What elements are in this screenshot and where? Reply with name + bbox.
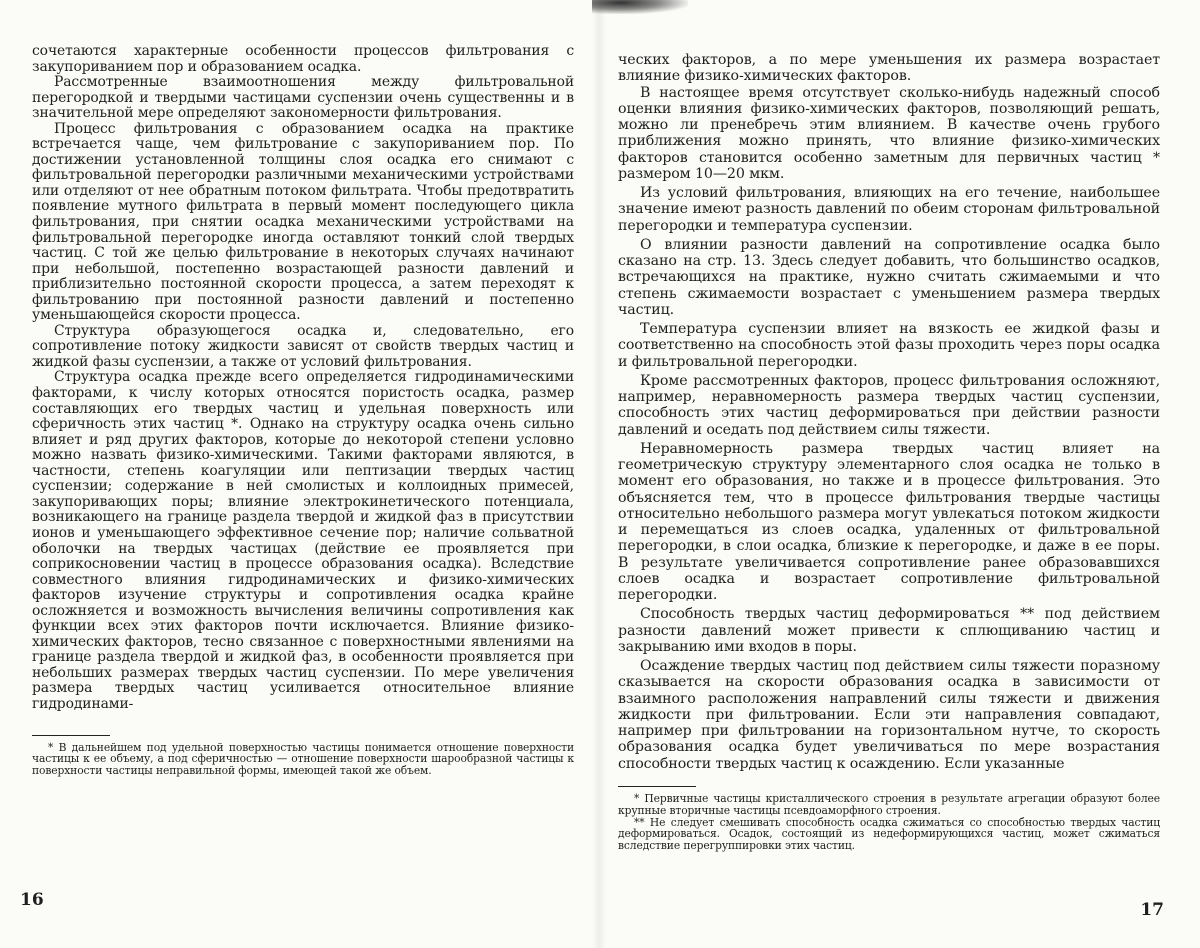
page-number-left: 16 [20, 890, 44, 910]
right-footnote-2: ** Не следует смешивать способность осадка сжиматься со способностью твердых частиц деформироваться. Осадок, состоящий из недеформирующихся частиц, может сжиматься вследствие перегруппировки этих частиц. [618, 817, 1160, 853]
right-paragraph-8: Способность твердых частиц деформироваться ** под действием разности давлений может привести к сплющиванию частиц и закрыванию ими входов в поры. [618, 606, 1160, 655]
right-paragraph-7: Неравномерность размера твердых частиц влияет на геометрическую структуру элементарного слоя осадка не только в момент его образования, но также и в процессе фильтрования. Это объясняется тем, что в процессе фильтрования твердые частицы относительно небольшого размера могут увлекаться потоком жидкости и перемещаться из слоев осадка, удаленных от фильтровальной перегородки, в слои осадка, близкие к перегородке, и даже в ее поры. В результате увеличивается сопротивление ранее образовавшихся слоев осадка и возрастает сопротивление фильтровальной перегородки. [618, 441, 1160, 604]
right-paragraph-2: В настоящее время отсутствует сколько-нибудь надежный способ оценки влияния физико-химических факторов, позволяющий решать, можно ли пренебречь этим влиянием. В качестве очень грубого приближения можно принять, что влияние физико-химических факторов становится особенно заметным для первичных частиц * размером 10—20 мкм. [618, 85, 1160, 183]
footnote-rule [32, 735, 110, 736]
left-footnote-1: * В дальнейшем под удельной поверхностью частицы понимается отношение поверхности частицы к ее объему, а под сферичностью — отношение поверхности шарообразной частицы к поверхности частицы неправильной формы, имеющей такой же объем. [32, 742, 574, 778]
page-number-right: 17 [1140, 900, 1164, 920]
right-paragraph-1: ческих факторов, а по мере уменьшения их размера возрастает влияние физико-химических факторов. [618, 52, 1160, 85]
right-paragraph-3: Из условий фильтрования, влияющих на его течение, наибольшее значение имеют разность давлений по обеим сторонам фильтровальной перегородки и температура суспензии. [618, 185, 1160, 234]
left-page-body [32, 44, 574, 713]
right-paragraph-9: Осаждение твердых частиц под действием силы тяжести поразному сказывается на скорости образования осадка в зависимости от взаимного расположения направлений силы тяжести и движения жидкости при фильтровании. Если эти направления совпадают, например при фильтровании на горизонтальном нутче, то скорость образования осадка будет увеличиваться по мере возрастания способности твердых частиц к осаждению. Если указанные [618, 658, 1160, 772]
left-footnotes [32, 742, 574, 778]
right-paragraph-4: О влиянии разности давлений на сопротивление осадка было сказано на стр. 13. Здесь следует добавить, что большинство осадков, встречающихся на практике, нужно считать сжимаемыми и что степень сжимаемости возрастает с уменьшением размера твердых частиц. [618, 237, 1160, 318]
footnote-rule [618, 786, 696, 787]
left-paragraph-3: Процесс фильтрования с образованием осадка на практике встречается чаще, чем фильтрование с закупориванием пор. По достижении установленной толщины слоя осадка его снимают с фильтровальной перегородки различными механическими устройствами или отделяют от нее обратным потоком фильтрата. Чтобы предотвратить появление мутного фильтрата в первый момент последующего цикла фильтрования, при снятии осадка механическими устройствами на фильтровальной перегородке иногда оставляют тонкий слой твердых частиц. С той же целью фильтрование в некоторых случаях начинают при небольшой, постепенно возрастающей разности давлений и приблизительно постоянной скорости процесса, а затем переходят к фильтрованию при постоянной разности давлений и постепенно уменьшающейся скорости процесса. [32, 122, 574, 324]
left-paragraph-1: сочетаются характерные особенности процессов фильтрования с закупориванием пор и образованием осадка. [32, 44, 574, 75]
left-page [0, 0, 596, 948]
left-paragraph-2: Рассмотренные взаимоотношения между фильтровальной перегородкой и твердыми частицами суспензии очень существенны и в значительной мере определяют закономерности фильтрования. [32, 75, 574, 122]
right-page [600, 0, 1200, 948]
right-paragraph-5: Температура суспензии влияет на вязкость ее жидкой фазы и соответственно на способность этой фазы проходить через поры осадка и фильтровальной перегородки. [618, 321, 1160, 370]
right-page-body [618, 52, 1160, 772]
left-paragraph-4: Структура образующегося осадка и, следовательно, его сопротивление потоку жидкости зависят от свойств твердых частиц и жидкой фазы суспензии, а также от условий фильтрования. [32, 324, 574, 371]
left-paragraph-5: Структура осадка прежде всего определяется гидродинамическими факторами, к числу которых относятся пористость осадка, размер составляющих его твердых частиц и удельная поверхность или сферичность этих частиц *. Однако на структуру осадка очень сильно влияет и ряд других факторов, которые до некоторой степени условно можно назвать физико-химическими. Такими факторами являются, в частности, степень коагуляции или пептизации твердых частиц суспензии; содержание в ней смолистых и коллоидных примесей, закупоривающих поры; влияние электрокинетического потенциала, возникающего на границе раздела твердой и жидкой фаз в присутствии ионов и уменьшающего эффективное сечение пор; наличие сольватной оболочки на твердых частицах (действие ее проявляется при соприкосновении частиц в процессе образования осадка). Вследствие совместного влияния гидродинамических и физико-химических факторов изучение структуры и сопротивления осадка крайне осложняется и возможность вычисления величины сопротивления как функции всех этих факторов почти исключается. Влияние физико-химических факторов, тесно связанное с поверхностными явлениями на границе раздела твердой и жидкой фаз, в особенности проявляется при небольших размерах твердых частиц суспензии. По мере увеличения размера твердых частиц усиливается относительное влияние гидродинами- [32, 370, 574, 712]
right-paragraph-6: Кроме рассмотренных факторов, процесс фильтрования осложняют, например, неравномерность размера твердых частиц суспензии, способность этих частиц деформироваться при действии разности давлений и оседать под действием силы тяжести. [618, 373, 1160, 438]
right-footnote-1: * Первичные частицы кристаллического строения в результате агрегации образуют более крупные вторичные частицы псевдоаморфного строения. [618, 793, 1160, 817]
right-footnotes [618, 793, 1160, 853]
